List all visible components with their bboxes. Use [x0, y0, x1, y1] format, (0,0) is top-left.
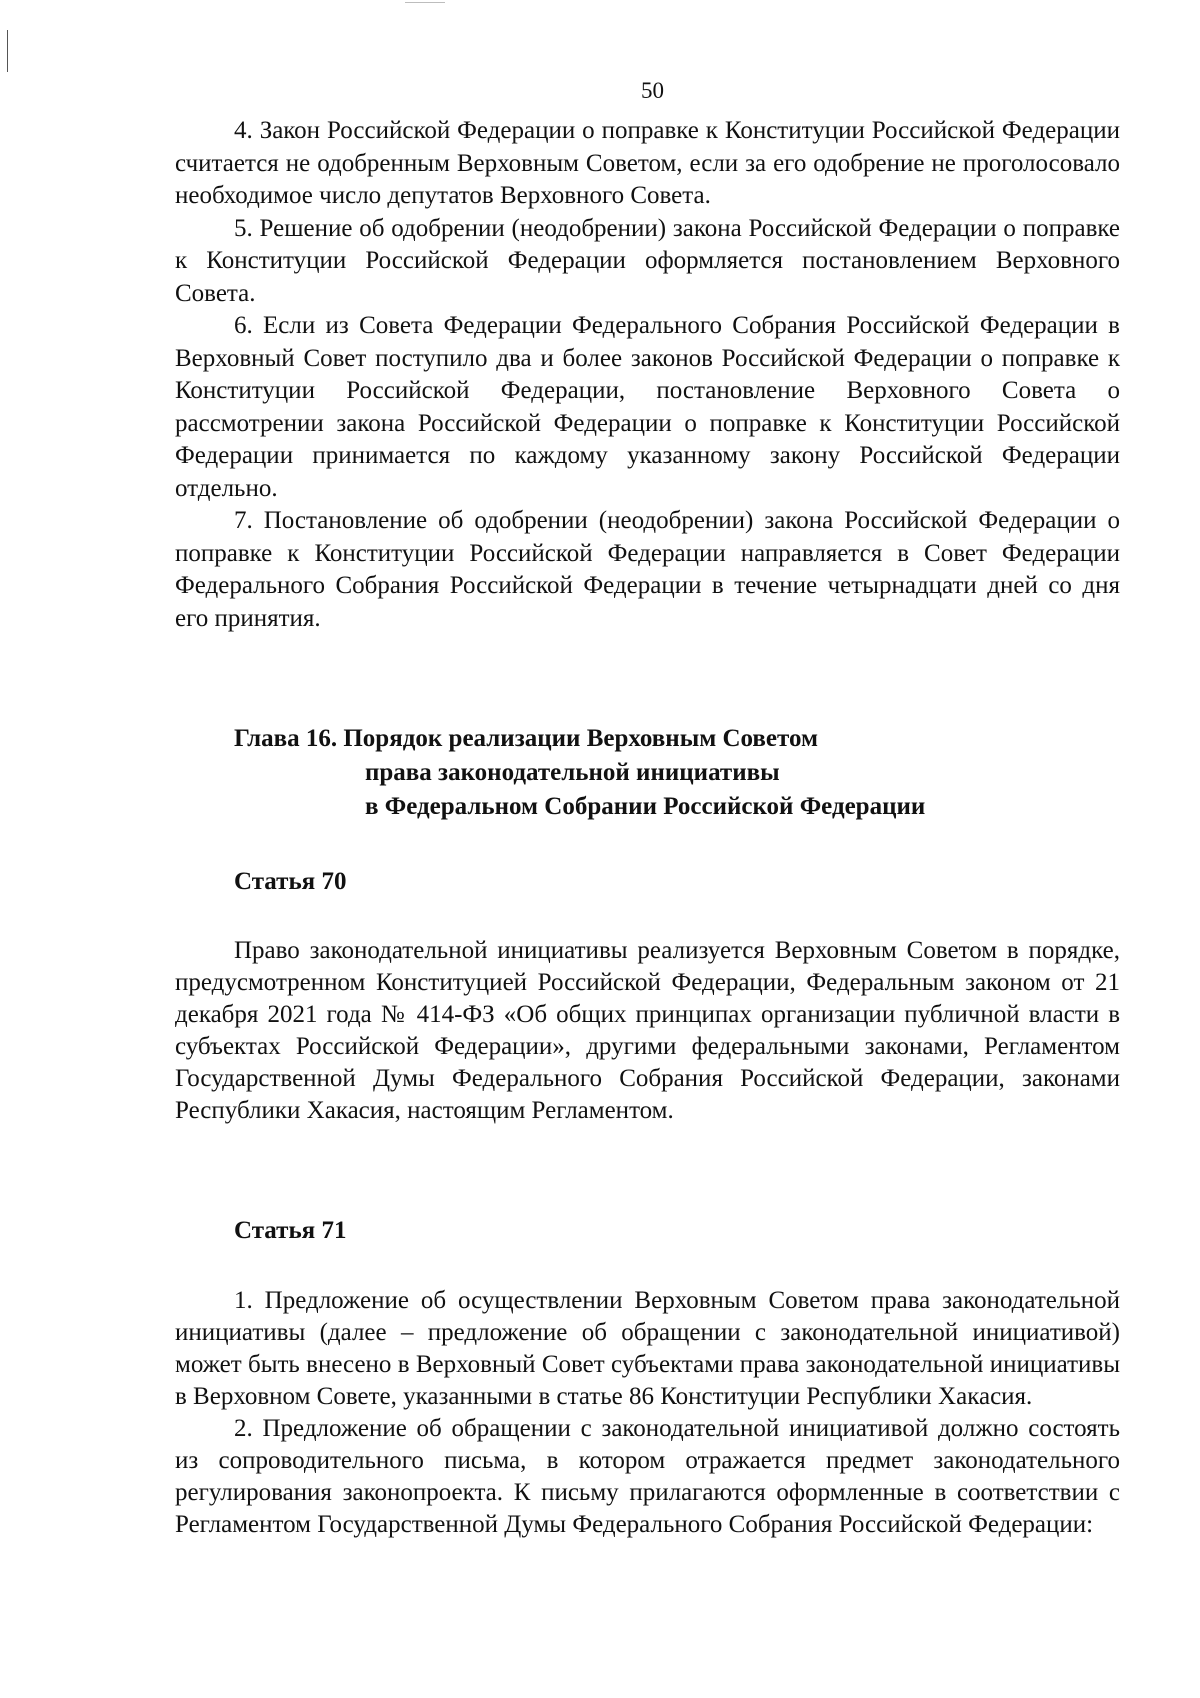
paragraph-item-7: 7. Постановление об одобрении (неодобрении) закона Российской Федерации о поправке к Конституции Российской Федерации направляется в Совет Федерации Федерального Собрания Российской Федерации в течение четырнадцати дней со дня его принятия.	[175, 507, 1120, 632]
article-71-body	[175, 1285, 1120, 1541]
chapter-heading	[234, 722, 925, 824]
paragraph-item-4: 4. Закон Российской Федерации о поправке к Конституции Российской Федерации считается не одобренным Верховным Советом, если за его одобрение не проголосовало необходимое число депутатов Верховного Совета.	[175, 117, 1120, 209]
scan-edge-mark	[405, 2, 445, 3]
top-section	[175, 115, 1120, 635]
page-number: 50	[641, 78, 664, 103]
paragraph-item-2: 2. Предложение об обращении с законодательной инициативой должно состоять из сопроводительного письма, в котором отражается предмет законодательного регулирования законопроекта. К письму прилагаются оформленные в соответствии с Регламентом Государственной Думы Федерального Собрания Российской Федерации:	[175, 1415, 1120, 1538]
paragraph-item-1: 1. Предложение об осуществлении Верховным Советом права законодательной инициативы (далее – предложение об обращении с законодательной инициативой) может быть внесено в Верховный Совет субъектами права законодательной инициативы в Верховном Совете, указанными в статье 86 Конституции Республики Хакасия.	[175, 1287, 1120, 1410]
chapter-title-line: права законодательной инициативы	[365, 759, 780, 786]
paragraph-item-6: 6. Если из Совета Федерации Федерального Собрания Российской Федерации в Верховный Совет поступило два и более законов Российской Федерации о поправке к Конституции Российской Федерации, постановление Верховного Совета о рассмотрении закона Российской Федерации о поправке к Конституции Российской Федерации принимается по каждому указанному закону Российской Федерации отдельно.	[175, 312, 1120, 502]
scan-edge-mark	[7, 30, 8, 72]
chapter-title-line: Глава 16. Порядок реализации Верховным Советом	[234, 725, 819, 752]
paragraph-item-5: 5. Решение об одобрении (неодобрении) закона Российской Федерации о поправке к Конституции Российской Федерации оформляется постановлением Верховного Совета.	[175, 214, 1120, 307]
article-heading-71: Статья 71	[234, 1217, 347, 1244]
paragraph-article-70: Право законодательной инициативы реализуется Верховным Советом в порядке, предусмотренном Конституцией Российской Федерации, Федеральным законом от 21 декабря 2021 года № 414-ФЗ «Об общих принципах организации публичной власти в субъектах Российской Федерации», другими федеральными законами, Регламентом Государственной Думы Федерального Собрания Российской Федерации, законами Республики Хакасия, настоящим Регламентом.	[175, 937, 1120, 1124]
article-70-body	[175, 935, 1120, 1127]
article-heading-70: Статья 70	[234, 868, 347, 895]
chapter-title-line: в Федеральном Собрании Российской Федерации	[365, 793, 926, 820]
